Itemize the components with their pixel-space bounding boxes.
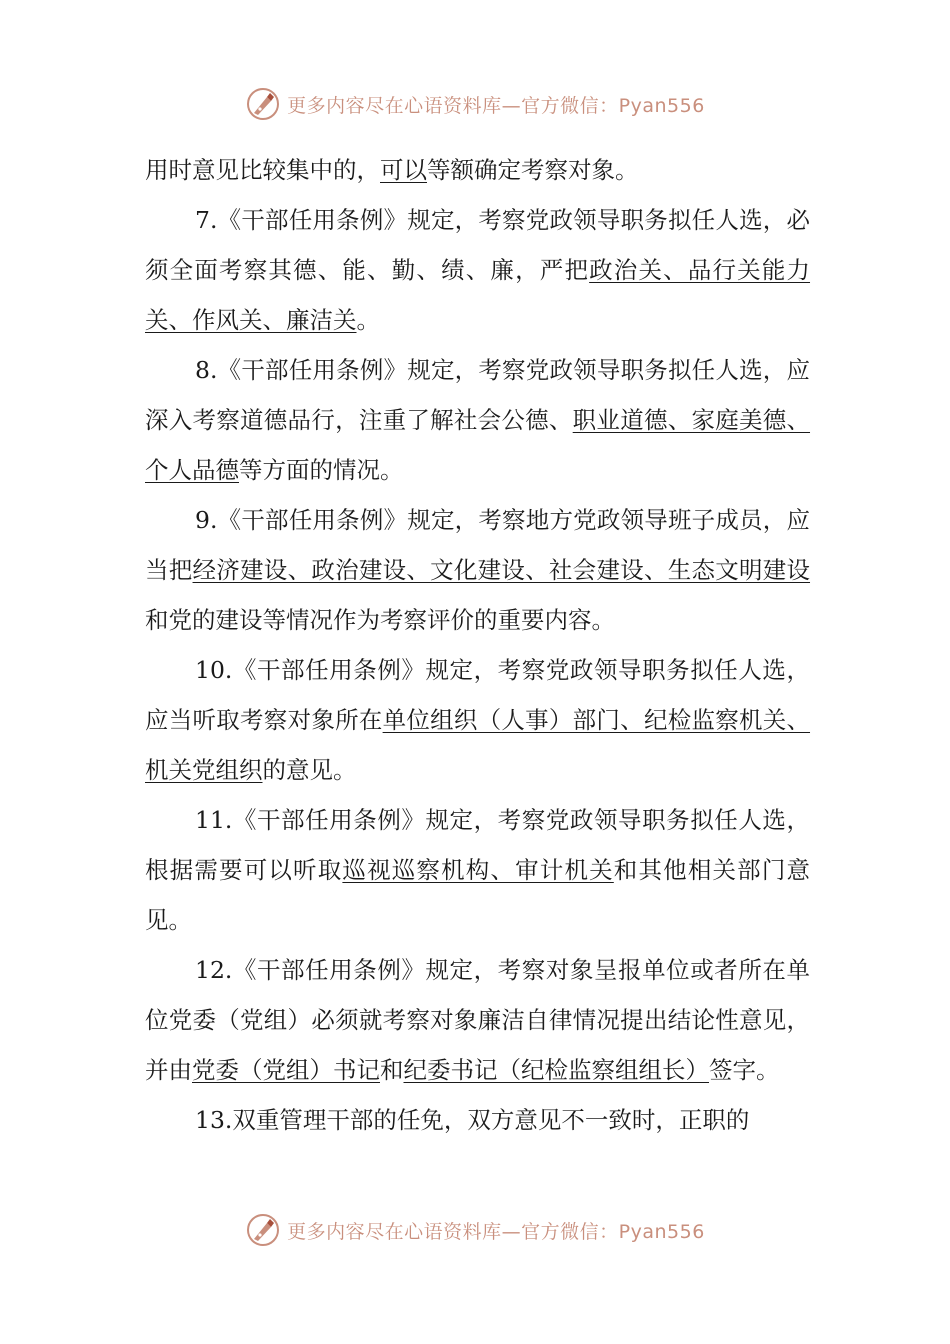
underlined-answer: 巡视巡察机构、审计机关 bbox=[342, 856, 614, 884]
text-segment: 等额确定考察对象。 bbox=[427, 156, 639, 184]
text-segment: 。 bbox=[356, 306, 380, 334]
underlined-answer: 可以 bbox=[380, 156, 427, 184]
text-segment: 等方面的情况。 bbox=[239, 456, 404, 484]
paragraph bbox=[145, 645, 810, 795]
underlined-answer: 单位组织（人事）部门、纪检监察机关、机关党组织 bbox=[145, 706, 811, 784]
text-segment: 13.双重管理干部的任免，双方意见不一致时，正职的 bbox=[195, 1106, 750, 1134]
text-segment: 和 bbox=[380, 1056, 404, 1084]
text-segment: 12.《干部任用条例》规定，考察对象呈报单位或者所在单位党委（党组）必须就考察对象廉洁自律情况提出结论性意见，并由 bbox=[145, 956, 810, 1084]
paragraph bbox=[145, 345, 810, 495]
paragraph bbox=[145, 795, 810, 945]
underlined-answer: 党委（党组）书记 bbox=[192, 1056, 380, 1084]
paragraph bbox=[145, 195, 810, 345]
text-segment: 用时意见比较集中的， bbox=[145, 156, 380, 184]
paragraph bbox=[145, 145, 810, 195]
text-segment: 11.《干部任用条例》规定，考察党政领导职务拟任人选，根据需要可以听取 bbox=[145, 806, 810, 884]
text-segment: 9.《干部任用条例》规定，考察地方党政领导班子成员，应当把 bbox=[145, 506, 810, 584]
text-segment: 和党的建设等情况作为考察评价的重要内容。 bbox=[145, 606, 615, 634]
text-segment: 8.《干部任用条例》规定，考察党政领导职务拟任人选，应深入考察道德品行，注重了解社会公德、 bbox=[145, 356, 810, 434]
underlined-answer: 纪委书记（纪检监察组组长） bbox=[403, 1056, 709, 1084]
underlined-answer: 政治关、品行关能力关、作风关、廉洁关 bbox=[145, 256, 811, 334]
pen-nib-logo-icon bbox=[245, 1212, 281, 1248]
underlined-answer: 经济建设、政治建设、文化建设、社会建设、生态文明建设 bbox=[192, 556, 811, 584]
header-watermark-banner bbox=[0, 84, 950, 124]
paragraph bbox=[145, 945, 810, 1095]
pen-nib-logo-icon bbox=[245, 86, 281, 122]
paragraph bbox=[145, 495, 810, 645]
underlined-answer: 职业道德、家庭美德、个人品德 bbox=[145, 406, 811, 484]
header-watermark-text: 更多内容尽在心语资料库—官方微信：Pyan556 bbox=[287, 94, 705, 117]
text-segment: 和其他相关部门意见。 bbox=[145, 856, 811, 934]
document-body bbox=[145, 145, 810, 1145]
footer-watermark-banner bbox=[0, 1210, 950, 1250]
text-segment: 10.《干部任用条例》规定，考察党政领导职务拟任人选，应当听取考察对象所在 bbox=[145, 656, 810, 734]
text-segment: 的意见。 bbox=[262, 756, 357, 784]
paragraph bbox=[145, 1095, 810, 1145]
text-segment: 签字。 bbox=[709, 1056, 780, 1084]
text-segment: 7.《干部任用条例》规定，考察党政领导职务拟任人选，必须全面考察其德、能、勤、绩、廉，严把 bbox=[145, 206, 810, 284]
footer-watermark-text: 更多内容尽在心语资料库—官方微信：Pyan556 bbox=[287, 1220, 705, 1243]
